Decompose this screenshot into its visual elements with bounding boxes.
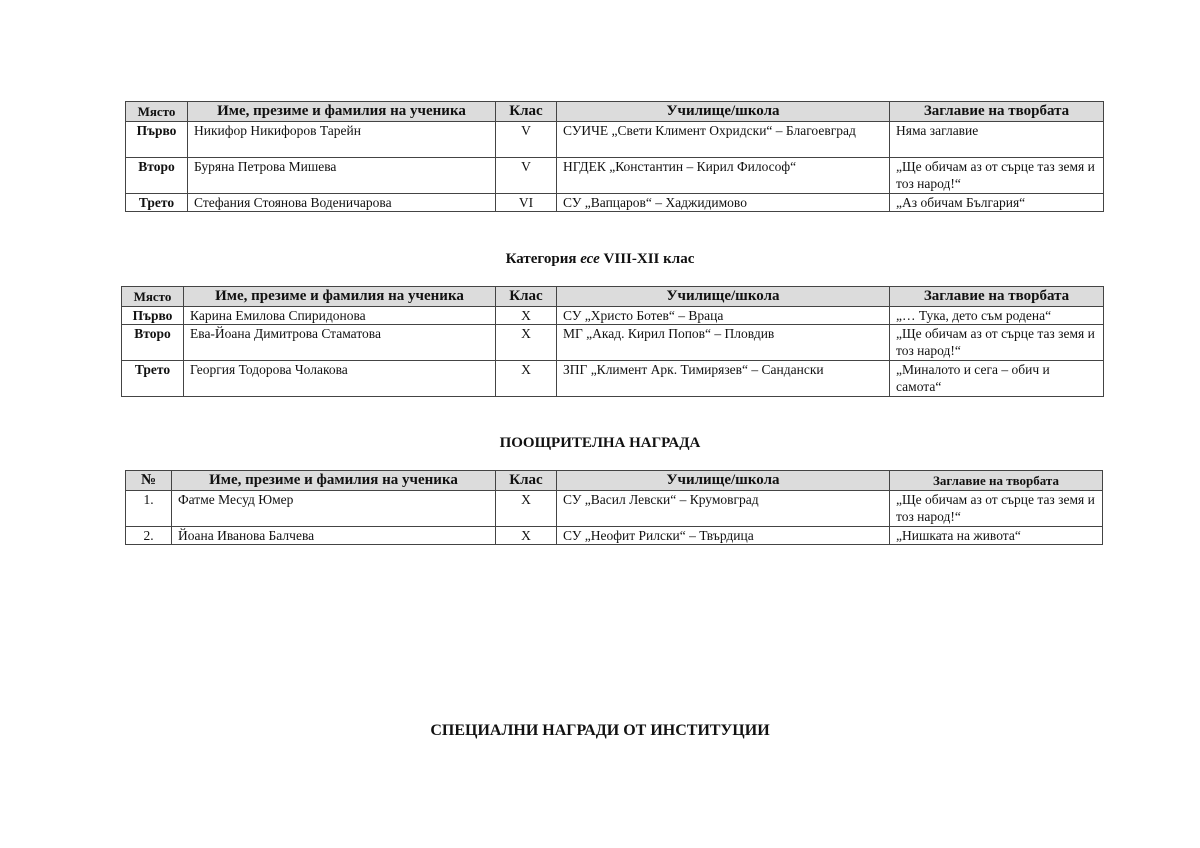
table-row [126,527,1103,545]
header-place: Място [126,102,188,122]
header-grade: Клас [496,102,557,122]
table-header-row [126,471,1103,491]
name-cell: Йоана Иванова Балчева [172,527,496,545]
table-row [126,158,1104,194]
heading-prefix: Категория [505,251,581,267]
grade-cell: X [496,361,557,397]
table-row [122,325,1104,361]
title-cell: „… Тука, дето съм родена“ [890,307,1104,325]
school-cell: ЗПГ „Климент Арк. Тимирязев“ – Сандански [557,361,890,397]
grade-cell: V [496,122,557,158]
section-heading-special-awards: СПЕЦИАЛНИ НАГРАДИ ОТ ИНСТИТУЦИИ [430,722,770,739]
header-title: Заглавие на творбата [890,471,1103,491]
header-number: № [126,471,172,491]
name-cell: Буряна Петрова Мишева [188,158,496,194]
section-heading-encouragement: ПООЩРИТЕЛНА НАГРАДА [499,435,701,451]
title-cell: „Ще обичам аз от сърце таз земя и тоз народ!“ [890,325,1104,361]
header-school: Училище/школа [557,471,890,491]
table-row [126,122,1104,158]
header-name: Име, презиме и фамилия на ученика [184,287,496,307]
grade-cell: VI [496,194,557,212]
name-cell: Карина Емилова Спиридонова [184,307,496,325]
school-cell: СУИЧЕ „Свети Климент Охридски“ – Благоевград [557,122,890,158]
name-cell: Фатме Месуд Юмер [172,491,496,527]
number-cell: 1. [126,491,172,527]
grade-cell: V [496,158,557,194]
table-row [122,361,1104,397]
place-cell: Трето [122,361,184,397]
school-cell: СУ „Вапцаров“ – Хаджидимово [557,194,890,212]
place-cell: Първо [122,307,184,325]
school-cell: СУ „Васил Левски“ – Крумовград [557,491,890,527]
name-cell: Никифор Никифоров Тарейн [188,122,496,158]
header-place: Място [122,287,184,307]
table-row [126,194,1104,212]
grade-cell: X [496,527,557,545]
table-row [126,491,1103,527]
header-name: Име, презиме и фамилия на ученика [188,102,496,122]
name-cell: Стефания Стоянова Воденичарова [188,194,496,212]
table-row [122,307,1104,325]
place-cell: Първо [126,122,188,158]
heading-em: есе [580,251,600,267]
header-grade: Клас [496,471,557,491]
header-title: Заглавие на творбата [890,287,1104,307]
title-cell: „Ще обичам аз от сърце таз земя и тоз народ!“ [890,491,1103,527]
place-cell: Трето [126,194,188,212]
name-cell: Ева-Йоана Димитрова Стаматова [184,325,496,361]
grade-cell: X [496,307,557,325]
grade-cell: X [496,491,557,527]
title-cell: „Нишката на живота“ [890,527,1103,545]
school-cell: СУ „Христо Ботев“ – Враца [557,307,890,325]
title-cell: „Ще обичам аз от сърце таз земя и тоз народ!“ [890,158,1104,194]
header-title: Заглавие на творбата [890,102,1104,122]
section-heading-essay [0,251,1200,268]
grade-cell: X [496,325,557,361]
heading-suffix: VIII-XII клас [599,251,695,267]
header-school: Училище/школа [557,287,890,307]
table-header-row [122,287,1104,307]
place-cell: Второ [122,325,184,361]
awards-table-2 [121,286,1104,397]
header-school: Училище/школа [557,102,890,122]
header-grade: Клас [496,287,557,307]
title-cell: Няма заглавие [890,122,1104,158]
title-cell: „Аз обичам България“ [890,194,1104,212]
name-cell: Георгия Тодорова Чолакова [184,361,496,397]
number-cell: 2. [126,527,172,545]
header-name: Име, презиме и фамилия на ученика [172,471,496,491]
title-cell: „Миналото и сега – обич и самота“ [890,361,1104,397]
school-cell: МГ „Акад. Кирил Попов“ – Пловдив [557,325,890,361]
place-cell: Второ [126,158,188,194]
awards-table-3 [125,470,1103,545]
awards-table-1 [125,101,1104,212]
school-cell: НГДЕК „Константин – Кирил Философ“ [557,158,890,194]
table-header-row [126,102,1104,122]
school-cell: СУ „Неофит Рилски“ – Твърдица [557,527,890,545]
